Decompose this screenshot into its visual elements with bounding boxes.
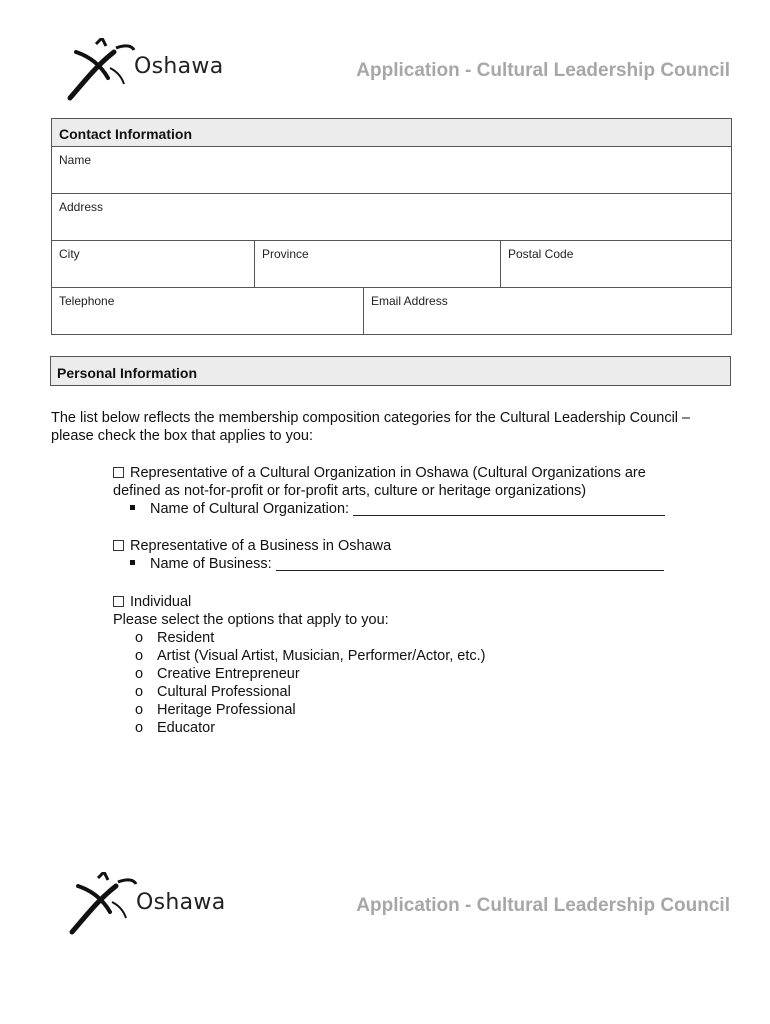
contact-information-table [51,118,732,335]
option-label: Artist (Visual Artist, Musician, Performer/Actor, etc.) [157,648,486,664]
option-heritage-professional[interactable] [113,701,693,719]
category-business [113,537,693,573]
individual-checkbox[interactable] [113,596,124,607]
cultural-organization-name-label: Name of Cultural Organization: [150,501,350,517]
business-name-input[interactable] [276,556,664,571]
oshawa-swoosh-icon [66,38,136,102]
cultural-organization-name-input[interactable] [353,501,665,516]
postal-code-field[interactable]: Postal Code [501,241,732,288]
telephone-field[interactable]: Telephone [52,288,364,335]
business-name-label: Name of Business: [150,556,272,572]
option-label: Creative Entrepreneur [157,666,300,682]
option-label: Resident [157,630,215,646]
business-label: Representative of a Business in Oshawa [130,538,392,554]
option-artist[interactable] [113,647,693,665]
option-resident[interactable] [113,629,693,647]
footer-title: Application - Cultural Leadership Council [356,895,730,916]
circle-bullet: o [135,684,144,700]
name-field[interactable]: Name [52,147,732,194]
intro-paragraph: The list below reflects the membership composition categories for the Cultural Leadership Council – please check the box that applies to you: [51,410,691,444]
oshawa-logo [66,38,246,108]
cultural-organization-checkbox[interactable] [113,467,124,478]
logo-wordmark: Oshawa [136,890,226,915]
page-title: Application - Cultural Leadership Council [356,60,730,81]
personal-information-heading: Personal Information [50,356,731,386]
category-individual [113,593,693,737]
circle-bullet: o [135,666,144,682]
circle-bullet: o [135,648,144,664]
circle-bullet: o [135,702,144,718]
option-label: Educator [157,720,216,736]
contact-information-heading: Contact Information [52,119,732,147]
logo-wordmark: Oshawa [134,54,224,79]
option-label: Heritage Professional [157,702,296,718]
business-checkbox[interactable] [113,540,124,551]
circle-bullet: o [135,630,144,646]
option-educator[interactable] [113,719,693,737]
option-cultural-professional[interactable] [113,683,693,701]
footer-oshawa-logo [68,872,248,942]
individual-label: Individual [130,594,192,610]
option-label: Cultural Professional [157,684,291,700]
address-field[interactable]: Address [52,194,732,241]
option-creative-entrepreneur[interactable] [113,665,693,683]
oshawa-swoosh-icon [68,872,138,936]
category-cultural-organization [113,464,693,518]
square-bullet-icon [130,560,135,565]
cultural-organization-label: Representative of a Cultural Organization in Oshawa (Cultural Organizations are defined as not-for-profit or for-profit arts, culture or heritage organizations) [113,465,646,499]
individual-prompt: Please select the options that apply to you: [113,612,389,628]
city-field[interactable]: City [52,241,255,288]
email-field[interactable]: Email Address [364,288,732,335]
square-bullet-icon [130,505,135,510]
province-field[interactable]: Province [255,241,501,288]
circle-bullet: o [135,720,144,736]
